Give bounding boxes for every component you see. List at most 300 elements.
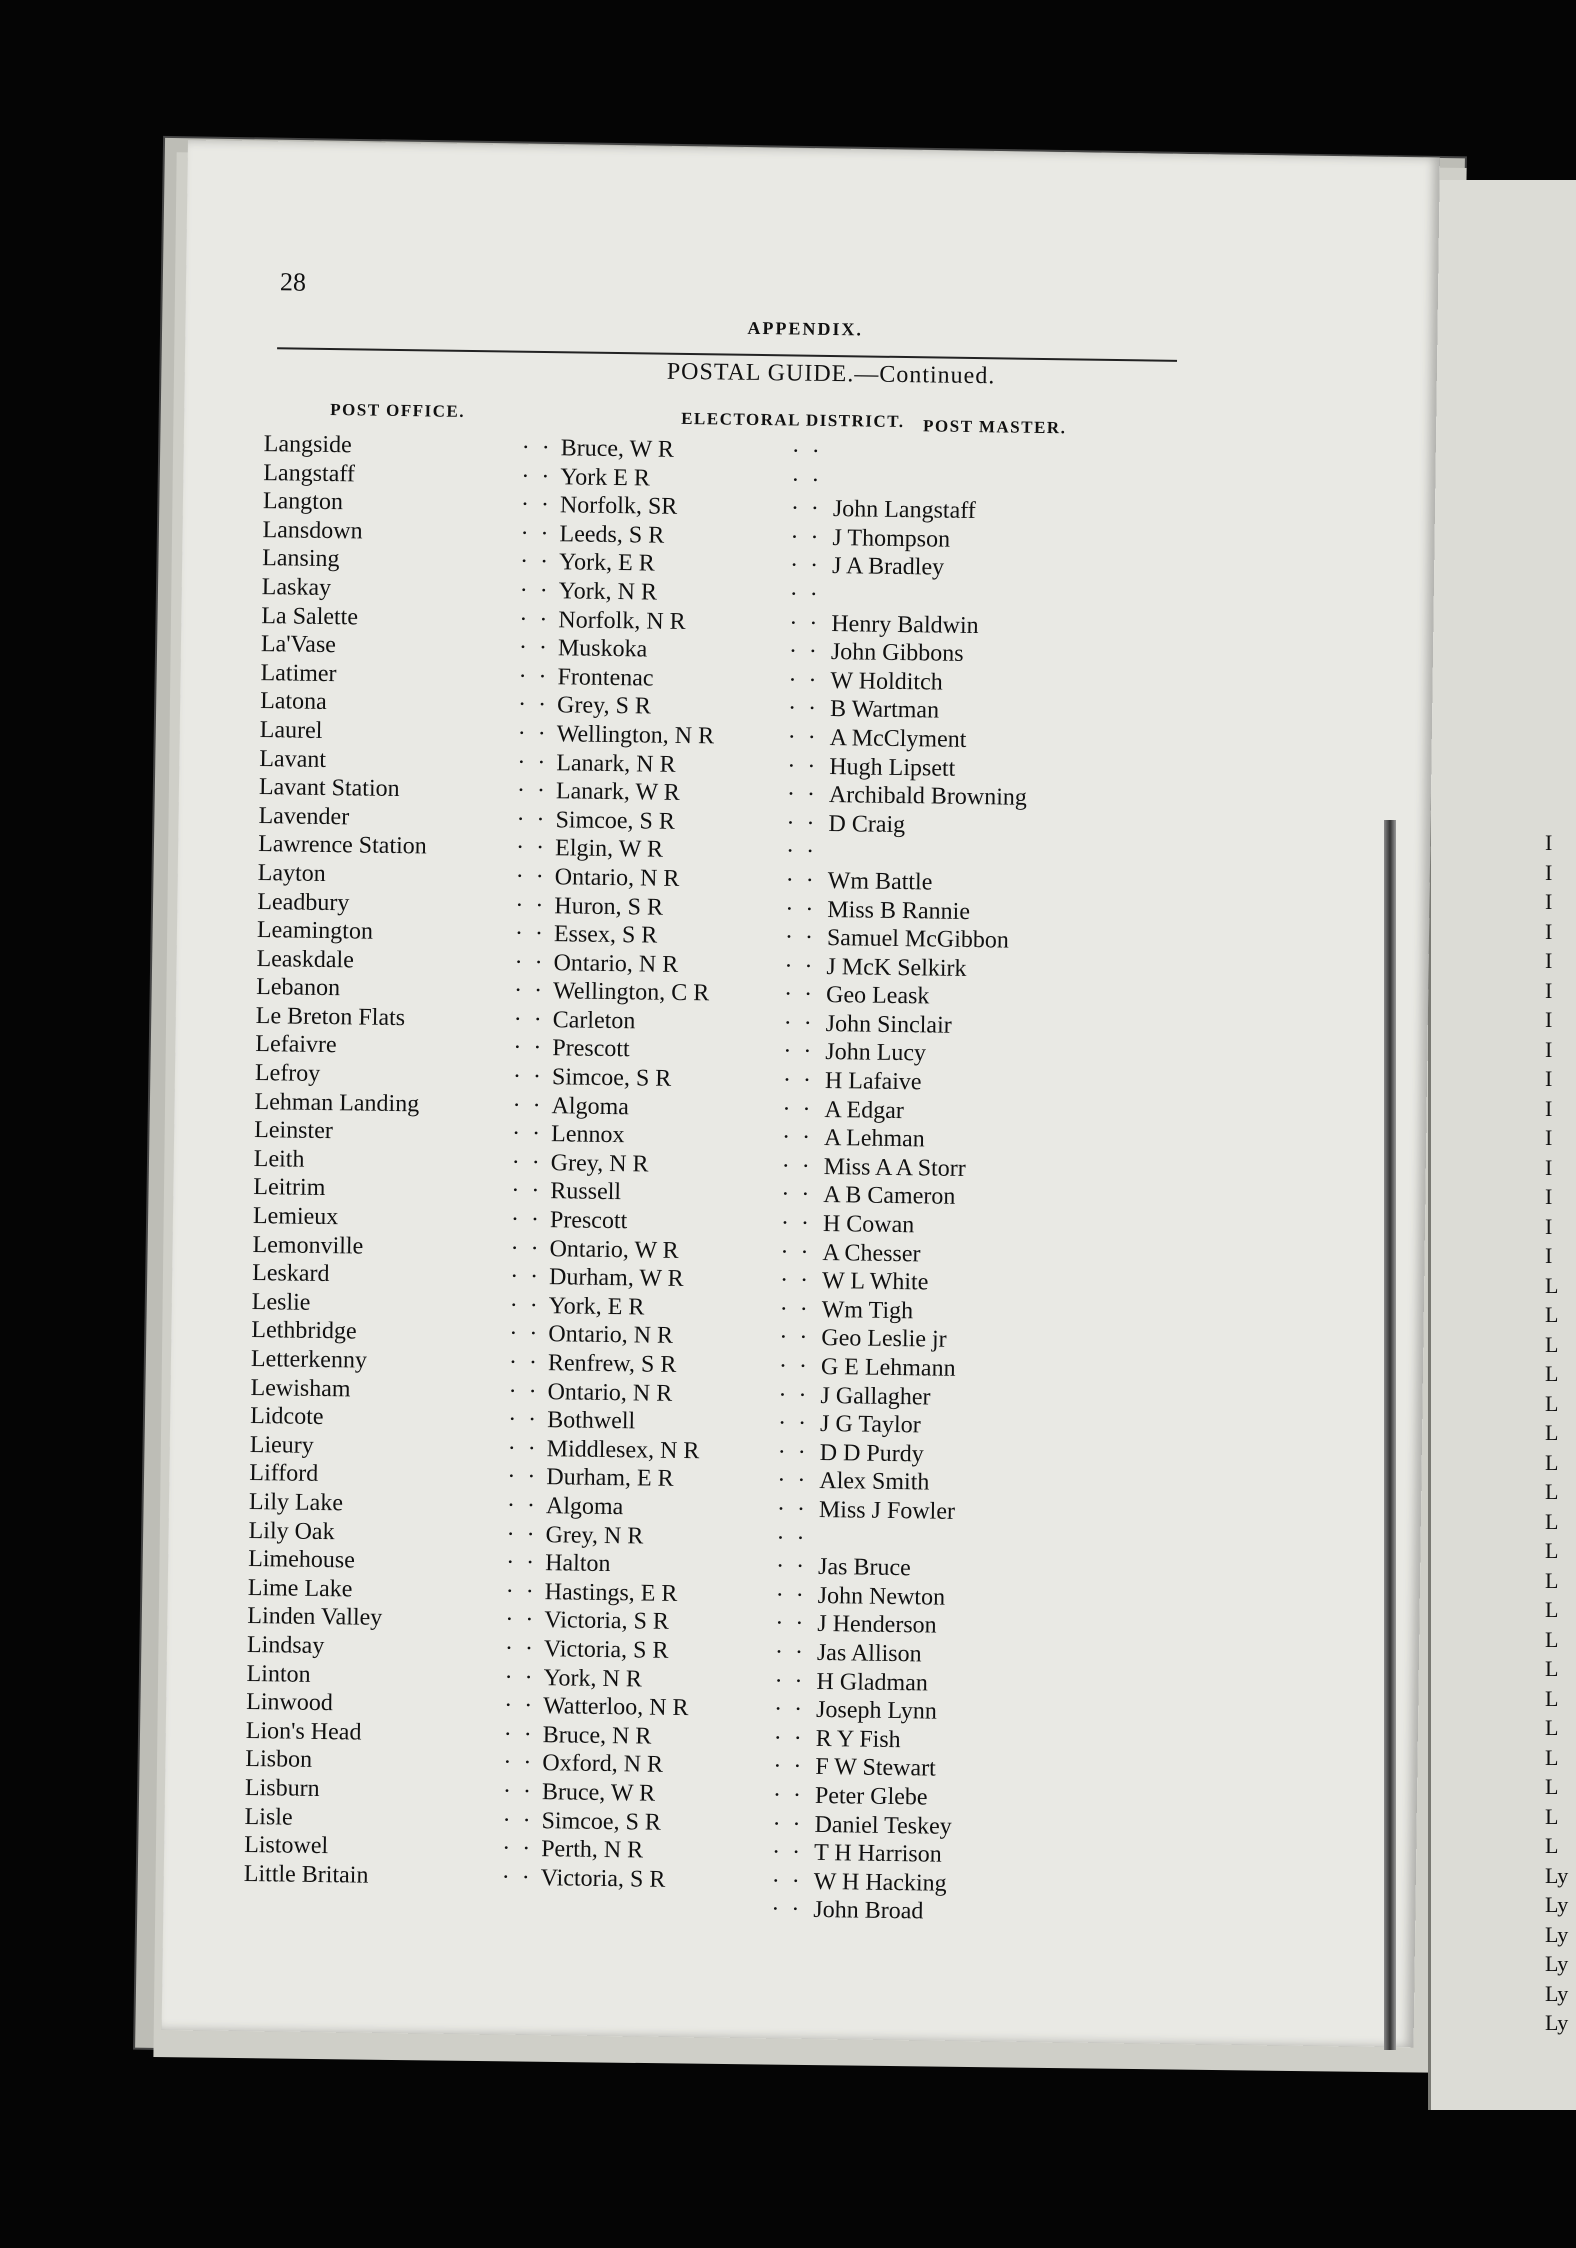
leader-dots: · · bbox=[519, 549, 552, 576]
leader-dots: · · bbox=[510, 1206, 543, 1234]
post-master-name: J Henderson bbox=[817, 1611, 937, 1639]
edge-letter: L bbox=[1545, 1331, 1559, 1357]
electoral-district: Perth, N R bbox=[540, 1836, 644, 1864]
leader-dots: · · bbox=[505, 1578, 537, 1605]
post-office-name: Lime Lake bbox=[247, 1574, 353, 1603]
leader-dots: · · bbox=[782, 1067, 815, 1094]
leader-dots: · · bbox=[503, 1692, 536, 1720]
edge-letter: I bbox=[1545, 1243, 1553, 1268]
post-office-name: Leslie bbox=[251, 1288, 311, 1316]
leader-dots: · · bbox=[503, 1749, 535, 1777]
post-office-name: Langton bbox=[262, 488, 344, 516]
post-office-name: Lansing bbox=[261, 545, 340, 573]
electoral-district: Ontario, N R bbox=[547, 1378, 673, 1407]
post-master-name: John Langstaff bbox=[832, 496, 976, 525]
leader-dots: · · bbox=[783, 1010, 815, 1037]
post-master-name: A Chesser bbox=[822, 1239, 921, 1267]
edge-letter: L bbox=[1545, 1833, 1559, 1858]
post-office-name: Layton bbox=[257, 859, 326, 887]
leader-dots: · · bbox=[782, 1096, 814, 1123]
edge-letter: L bbox=[1545, 1449, 1559, 1475]
leader-dots: · · bbox=[520, 520, 552, 547]
leader-dots: · · bbox=[512, 1063, 545, 1091]
post-office-name: Lisle bbox=[244, 1803, 293, 1831]
post-office-name: Linden Valley bbox=[247, 1603, 383, 1632]
electoral-district: Prescott bbox=[552, 1035, 630, 1063]
leader-dots: · · bbox=[513, 977, 546, 1005]
electoral-district: Simcoe, S R bbox=[541, 1807, 662, 1836]
electoral-district: York, E R bbox=[548, 1292, 645, 1321]
post-master-name: Wm Tigh bbox=[821, 1296, 914, 1325]
post-office-name: Lieury bbox=[249, 1431, 314, 1459]
edge-letter: L bbox=[1545, 1715, 1559, 1740]
post-office-name: Leinster bbox=[253, 1117, 333, 1145]
leader-dots: · · bbox=[774, 1667, 806, 1695]
electoral-district: Middlesex, N R bbox=[546, 1435, 700, 1465]
leader-dots: · · bbox=[771, 1839, 804, 1866]
edge-letter: L bbox=[1545, 1479, 1559, 1504]
post-master-name: J Thompson bbox=[832, 524, 951, 553]
page-number: 28 bbox=[279, 267, 307, 297]
post-office-name: Lethbridge bbox=[251, 1317, 357, 1345]
post-office-name: Lindsay bbox=[246, 1631, 325, 1659]
electoral-district: Grey, N R bbox=[550, 1150, 649, 1178]
leader-dots: · · bbox=[506, 1492, 539, 1519]
edge-letter: L bbox=[1545, 1803, 1559, 1829]
leader-dots: · · bbox=[791, 438, 823, 465]
electoral-district: Grey, S R bbox=[556, 692, 652, 720]
leader-dots: · · bbox=[791, 467, 823, 494]
electoral-district: Leeds, S R bbox=[559, 521, 665, 549]
electoral-district: Norfolk, SR bbox=[559, 492, 678, 521]
post-office-name: Lebanon bbox=[255, 974, 341, 1002]
post-master-name: Alex Smith bbox=[819, 1468, 930, 1496]
electoral-district: Durham, W R bbox=[548, 1264, 684, 1293]
leader-dots: · · bbox=[516, 777, 549, 805]
post-office-name: Latimer bbox=[260, 659, 337, 687]
edge-letter: Ly bbox=[1545, 1921, 1569, 1947]
post-office-name: Le Breton Flats bbox=[255, 1002, 406, 1031]
post-office-name: Lidcote bbox=[250, 1403, 324, 1431]
leader-dots: · · bbox=[508, 1378, 540, 1405]
leader-dots: · · bbox=[509, 1263, 542, 1291]
leader-dots: · · bbox=[511, 1149, 543, 1176]
leader-dots: · · bbox=[517, 720, 549, 748]
edge-letter: L bbox=[1545, 1508, 1559, 1534]
edge-letter: I bbox=[1545, 1066, 1553, 1091]
post-master-name: W H Hacking bbox=[813, 1868, 947, 1897]
leader-dots: · · bbox=[771, 1868, 803, 1895]
post-office-name: Lisbon bbox=[245, 1746, 313, 1774]
edge-letter: L bbox=[1545, 1420, 1559, 1445]
electoral-district: York, E R bbox=[558, 549, 655, 577]
post-office-name: Leamington bbox=[256, 917, 374, 945]
leader-dots: · · bbox=[789, 552, 822, 580]
post-office-name: Listowel bbox=[244, 1832, 329, 1860]
post-office-name: Lily Oak bbox=[248, 1517, 335, 1545]
column-header-post-office: POST OFFICE. bbox=[330, 400, 466, 421]
leader-dots: · · bbox=[781, 1181, 813, 1209]
electoral-district: Victoria, S R bbox=[543, 1636, 669, 1664]
post-master-name: A McClyment bbox=[829, 724, 967, 753]
leader-dots: · · bbox=[779, 1267, 812, 1295]
leader-dots: · · bbox=[788, 638, 821, 666]
post-office-name: Lehman Landing bbox=[254, 1088, 420, 1117]
leader-dots: · · bbox=[780, 1210, 813, 1237]
electoral-district: York, N R bbox=[543, 1664, 643, 1693]
leader-dots: · · bbox=[787, 724, 819, 751]
electoral-district: Renfrew, S R bbox=[547, 1350, 677, 1378]
leader-dots: · · bbox=[501, 1835, 534, 1863]
leader-dots: · · bbox=[786, 781, 819, 808]
post-office-name: Langside bbox=[263, 431, 352, 459]
leader-dots: · · bbox=[507, 1435, 539, 1462]
electoral-district: Ontario, N R bbox=[548, 1321, 674, 1350]
post-office-name: Little Britain bbox=[243, 1860, 369, 1889]
leader-dots: · · bbox=[514, 949, 546, 976]
leader-dots: · · bbox=[510, 1235, 542, 1262]
leader-dots: · · bbox=[515, 892, 547, 919]
post-office-name: Lily Lake bbox=[248, 1488, 344, 1517]
electoral-district: Elgin, W R bbox=[554, 835, 664, 864]
edge-letter: I bbox=[1545, 1125, 1553, 1150]
leader-dots: · · bbox=[776, 1496, 809, 1523]
electoral-district: York, N R bbox=[558, 578, 658, 606]
leader-dots: · · bbox=[503, 1721, 535, 1748]
leader-dots: · · bbox=[790, 524, 822, 551]
post-office-name: Linton bbox=[246, 1660, 311, 1688]
leader-dots: · · bbox=[783, 981, 816, 1009]
electoral-district: Frontenac bbox=[557, 663, 654, 692]
leader-dots: · · bbox=[784, 953, 816, 980]
leader-dots: · · bbox=[773, 1725, 805, 1752]
leader-dots: · · bbox=[515, 834, 548, 862]
leader-dots: · · bbox=[505, 1606, 537, 1634]
electoral-district: Bothwell bbox=[546, 1407, 636, 1435]
post-office-name: La'Vase bbox=[260, 631, 337, 659]
post-office-name: Limehouse bbox=[248, 1546, 356, 1574]
leader-dots: · · bbox=[514, 920, 547, 948]
leader-dots: · · bbox=[788, 667, 820, 694]
post-master-name: John Broad bbox=[813, 1897, 924, 1925]
electoral-district: Victoria, S R bbox=[544, 1607, 670, 1636]
edge-letter: Ly bbox=[1545, 1980, 1569, 2006]
post-master-name: H Cowan bbox=[822, 1211, 915, 1239]
electoral-district: Simcoe, S R bbox=[551, 1064, 672, 1092]
leader-dots: · · bbox=[772, 1810, 804, 1838]
edge-letter: I bbox=[1545, 1154, 1553, 1180]
leader-dots: · · bbox=[511, 1120, 544, 1148]
electoral-district: Durham, E R bbox=[546, 1464, 674, 1493]
post-master-name: John Newton bbox=[817, 1582, 946, 1611]
post-master-name: Hugh Lipsett bbox=[829, 753, 956, 782]
document-page bbox=[162, 140, 1440, 2047]
post-master-name: Wm Battle bbox=[827, 867, 933, 896]
post-master-name: W L White bbox=[821, 1268, 929, 1296]
edge-letter: Ly bbox=[1545, 2010, 1569, 2035]
edge-letter: L bbox=[1545, 1361, 1559, 1386]
leader-dots: · · bbox=[502, 1807, 534, 1834]
post-master-name: A B Cameron bbox=[823, 1182, 956, 1211]
edge-letter: L bbox=[1545, 1685, 1559, 1711]
electoral-district: Norfolk, N R bbox=[558, 606, 686, 635]
electoral-district: Essex, S R bbox=[553, 921, 658, 949]
electoral-district: Bruce, W R bbox=[541, 1779, 656, 1807]
electoral-district: Carleton bbox=[552, 1007, 636, 1035]
leader-dots: · · bbox=[778, 1381, 810, 1409]
edge-letter: I bbox=[1545, 948, 1553, 973]
facing-page-edge-letters bbox=[1545, 830, 1576, 2035]
electoral-district: Prescott bbox=[549, 1207, 628, 1235]
leader-dots: · · bbox=[773, 1753, 805, 1781]
binding-thread bbox=[1384, 820, 1396, 2050]
electoral-district: Hastings, E R bbox=[544, 1578, 678, 1607]
leader-dots: · · bbox=[519, 577, 551, 605]
edge-letter: L bbox=[1545, 1774, 1559, 1799]
post-master-name: F W Stewart bbox=[815, 1754, 936, 1782]
leader-dots: · · bbox=[774, 1639, 807, 1666]
electoral-district: Algoma bbox=[551, 1092, 630, 1120]
leader-dots: · · bbox=[787, 695, 820, 723]
leader-dots: · · bbox=[785, 838, 818, 866]
electoral-district: Lennox bbox=[550, 1121, 625, 1149]
post-master-name: R Y Fish bbox=[815, 1725, 901, 1753]
electoral-district: Bruce, N R bbox=[542, 1721, 652, 1750]
leader-dots: · · bbox=[789, 581, 821, 608]
edge-letter: Ly bbox=[1545, 1892, 1569, 1917]
leader-dots: · · bbox=[518, 634, 551, 662]
electoral-district: Russell bbox=[550, 1178, 622, 1206]
post-office-name: Lifford bbox=[249, 1460, 319, 1488]
post-master-name: J G Taylor bbox=[819, 1411, 921, 1439]
post-office-name: Laurel bbox=[259, 716, 323, 744]
edge-letter: I bbox=[1545, 977, 1553, 1003]
post-office-name: Latona bbox=[259, 688, 327, 716]
electoral-district: Halton bbox=[544, 1550, 611, 1578]
section-title: POSTAL GUIDE.—Continued. bbox=[666, 358, 996, 390]
leader-dots: · · bbox=[783, 1038, 815, 1066]
leader-dots: · · bbox=[779, 1296, 811, 1323]
post-master-name: Samuel McGibbon bbox=[826, 925, 1010, 954]
leader-dots: · · bbox=[772, 1782, 805, 1809]
edge-letter: L bbox=[1545, 1626, 1559, 1652]
post-master-name: J McK Selkirk bbox=[826, 953, 967, 982]
post-master-name: Geo Leslie jr bbox=[821, 1325, 947, 1354]
leader-dots: · · bbox=[511, 1178, 543, 1205]
electoral-district: Ontario, W R bbox=[549, 1235, 679, 1264]
leader-dots: · · bbox=[504, 1635, 537, 1662]
leader-dots: · · bbox=[513, 1006, 545, 1033]
electoral-district: Ontario, N R bbox=[554, 864, 680, 892]
leader-dots: · · bbox=[518, 663, 550, 690]
leader-dots: · · bbox=[506, 1521, 538, 1548]
post-master-name: Daniel Teskey bbox=[814, 1811, 952, 1840]
leader-dots: · · bbox=[509, 1321, 541, 1348]
post-master-name: B Wartman bbox=[829, 696, 940, 724]
leader-dots: · · bbox=[502, 1778, 535, 1805]
leader-dots: · · bbox=[781, 1124, 814, 1152]
post-master-name: Henry Baldwin bbox=[831, 610, 979, 639]
leader-dots: · · bbox=[780, 1239, 812, 1266]
post-master-name: John Lucy bbox=[825, 1039, 927, 1067]
post-master-name: D Craig bbox=[828, 810, 906, 838]
post-office-name: Lefroy bbox=[254, 1060, 321, 1087]
edge-letter: I bbox=[1545, 830, 1553, 855]
electoral-district: Lanark, N R bbox=[556, 749, 676, 778]
column-header-electoral-district: ELECTORAL DISTRICT. bbox=[681, 408, 905, 432]
leader-dots: · · bbox=[777, 1410, 810, 1437]
leader-dots: · · bbox=[508, 1349, 541, 1377]
post-master-name: A Lehman bbox=[823, 1125, 925, 1153]
post-master-name: G E Lehmann bbox=[820, 1353, 956, 1382]
leader-dots: · · bbox=[775, 1553, 808, 1580]
leader-dots: · · bbox=[521, 463, 553, 490]
leader-dots: · · bbox=[517, 692, 550, 719]
electoral-district: York E R bbox=[560, 463, 651, 492]
post-master-name: Miss J Fowler bbox=[818, 1496, 956, 1525]
edge-letter: L bbox=[1545, 1390, 1559, 1416]
post-office-name: Lavant bbox=[259, 745, 327, 773]
leader-dots: · · bbox=[785, 895, 817, 923]
post-office-name: Lemieux bbox=[252, 1203, 339, 1231]
post-office-name: Laskay bbox=[261, 574, 332, 602]
leader-dots: · · bbox=[520, 491, 553, 519]
leader-dots: · · bbox=[775, 1610, 807, 1638]
post-office-name: Lavender bbox=[258, 802, 350, 831]
edge-letter: I bbox=[1545, 859, 1553, 885]
electoral-district: Bruce, W R bbox=[560, 435, 675, 463]
post-master-name: Geo Leask bbox=[825, 982, 930, 1010]
post-master-name: Archibald Browning bbox=[828, 782, 1028, 811]
edge-letter: L bbox=[1545, 1272, 1559, 1298]
electoral-district: Wellington, C R bbox=[552, 978, 710, 1007]
post-office-name: Letterkenny bbox=[250, 1345, 368, 1374]
edge-letter: Ly bbox=[1545, 1862, 1569, 1888]
post-office-name: Leaskdale bbox=[256, 945, 355, 974]
leader-dots: · · bbox=[778, 1353, 811, 1380]
leader-dots: · · bbox=[521, 434, 553, 462]
leader-dots: · · bbox=[779, 1324, 811, 1352]
post-master-name: Jas Bruce bbox=[817, 1554, 911, 1582]
post-master-name: Joseph Lynn bbox=[815, 1697, 937, 1725]
edge-letter: I bbox=[1545, 1184, 1553, 1209]
leader-dots: · · bbox=[507, 1463, 539, 1491]
leader-dots: · · bbox=[775, 1582, 807, 1609]
leader-dots: · · bbox=[512, 1092, 544, 1119]
post-office-name: Leskard bbox=[252, 1260, 330, 1288]
leader-dots: · · bbox=[777, 1439, 809, 1466]
postal-guide-table bbox=[243, 431, 1264, 1932]
leader-dots: · · bbox=[505, 1549, 538, 1577]
leader-dots: · · bbox=[509, 1292, 541, 1319]
leader-dots: · · bbox=[515, 863, 547, 890]
leader-dots: · · bbox=[513, 1035, 545, 1062]
post-master-name: J Gallagher bbox=[820, 1382, 931, 1411]
leader-dots: · · bbox=[519, 606, 551, 633]
edge-letter: Ly bbox=[1545, 1951, 1569, 1976]
leader-dots: · · bbox=[501, 1864, 533, 1891]
leader-dots: · · bbox=[777, 1467, 809, 1495]
running-head: APPENDIX. bbox=[747, 317, 864, 340]
leader-dots: · · bbox=[781, 1153, 813, 1180]
post-office-name: Lansdown bbox=[262, 516, 363, 545]
edge-letter: I bbox=[1545, 1036, 1553, 1062]
electoral-district: Wellington, N R bbox=[556, 721, 715, 750]
electoral-district: Grey, N R bbox=[545, 1521, 644, 1550]
edge-letter: L bbox=[1545, 1538, 1559, 1563]
edge-letter: I bbox=[1545, 918, 1553, 944]
electoral-district: Victoria, S R bbox=[540, 1864, 666, 1893]
post-office-name: Lefaivre bbox=[255, 1031, 337, 1059]
post-office-name: Leith bbox=[253, 1145, 305, 1173]
post-master-name: A Edgar bbox=[824, 1096, 905, 1124]
post-office-name: Lisburn bbox=[244, 1774, 320, 1802]
electoral-district: Muskoka bbox=[557, 635, 648, 663]
post-master-name: J A Bradley bbox=[831, 553, 945, 581]
electoral-district: Oxford, N R bbox=[542, 1750, 664, 1779]
leader-dots: · · bbox=[790, 495, 823, 523]
edge-letter: I bbox=[1545, 1213, 1553, 1239]
edge-letter: L bbox=[1545, 1567, 1559, 1593]
post-office-name: Lavant Station bbox=[258, 774, 400, 803]
post-office-name: Lemonville bbox=[252, 1231, 364, 1260]
electoral-district: Ontario, N R bbox=[553, 949, 679, 978]
electoral-district: Algoma bbox=[545, 1493, 624, 1521]
leader-dots: · · bbox=[785, 867, 817, 894]
post-master-name: Miss A A Storr bbox=[823, 1153, 966, 1182]
electoral-district: Simcoe, S R bbox=[555, 806, 676, 835]
edge-letter: I bbox=[1545, 889, 1553, 914]
leader-dots: · · bbox=[507, 1406, 540, 1434]
post-master-name: Jas Allison bbox=[816, 1639, 922, 1668]
leader-dots: · · bbox=[773, 1696, 806, 1723]
post-office-name: Lawrence Station bbox=[257, 831, 427, 860]
electoral-district: Lanark, W R bbox=[555, 778, 680, 807]
post-office-name: Lion's Head bbox=[245, 1717, 362, 1746]
electoral-district: Huron, S R bbox=[554, 892, 664, 921]
post-master-name: Miss B Rannie bbox=[827, 896, 971, 925]
leader-dots: · · bbox=[787, 752, 819, 780]
post-master-name: W Holditch bbox=[830, 667, 943, 696]
post-master-name: Peter Glebe bbox=[814, 1782, 928, 1811]
column-header-post-master: POST MASTER. bbox=[922, 416, 1067, 438]
edge-letter: L bbox=[1545, 1656, 1559, 1681]
post-master-name: John Sinclair bbox=[825, 1010, 952, 1039]
post-master-name: D D Purdy bbox=[819, 1439, 924, 1468]
leader-dots: · · bbox=[784, 924, 817, 951]
post-master-name: H Gladman bbox=[816, 1668, 929, 1697]
post-master-name: H Lafaive bbox=[824, 1068, 922, 1096]
post-office-name: Linwood bbox=[246, 1689, 334, 1717]
edge-letter: L bbox=[1545, 1744, 1559, 1770]
leader-dots: · · bbox=[504, 1664, 536, 1691]
post-office-name: La Salette bbox=[261, 602, 359, 630]
post-office-name: Leitrim bbox=[253, 1174, 326, 1202]
post-office-name: Lewisham bbox=[250, 1374, 351, 1402]
post-office-name: Langstaff bbox=[263, 459, 356, 487]
post-master-name: John Gibbons bbox=[830, 639, 964, 668]
edge-letter: L bbox=[1545, 1302, 1559, 1327]
leader-dots: · · bbox=[516, 806, 548, 833]
electoral-district: Watterloo, N R bbox=[542, 1693, 689, 1722]
leader-dots: · · bbox=[517, 749, 549, 776]
edge-letter: I bbox=[1545, 1007, 1553, 1032]
leader-dots: · · bbox=[789, 610, 821, 637]
leader-dots: · · bbox=[771, 1896, 803, 1924]
leader-dots: · · bbox=[786, 810, 818, 837]
leader-dots: · · bbox=[776, 1524, 808, 1552]
post-master-name: T H Harrison bbox=[813, 1840, 942, 1868]
